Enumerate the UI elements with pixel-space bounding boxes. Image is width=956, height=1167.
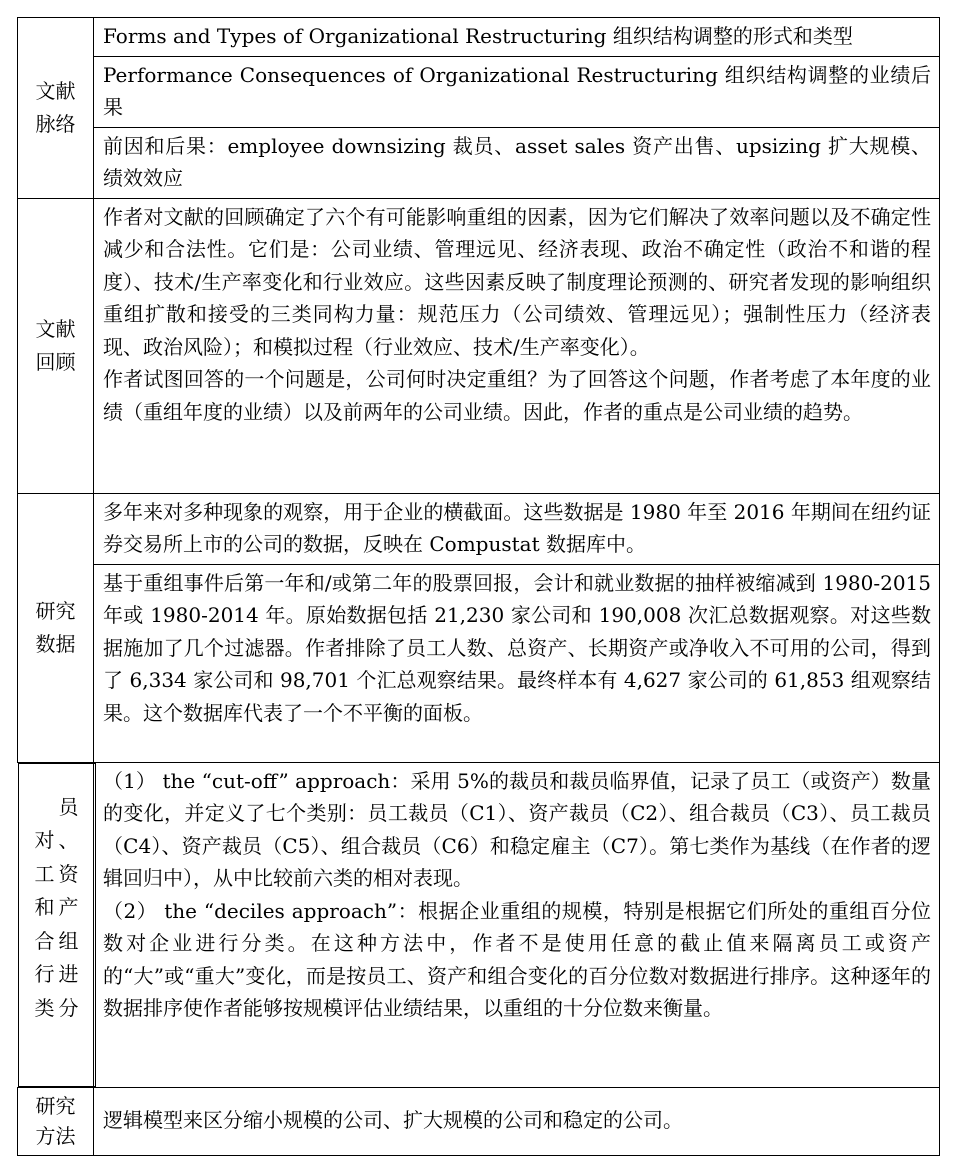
row-research-method [18,1087,940,1155]
research-data-item-1-text: 多年来对多种现象的观察，用于企业的横截面。这些数据是 1980 年至 2016 年期间在纽约证券交易所上市的公司的数据，反映在 Compustat 数据库中。 [103,499,931,556]
label-literature-context [18,18,94,199]
label-char: 类 [34,995,55,1020]
label-classification-col2 [57,791,81,1026]
label-research-data-line2: 数据 [35,631,76,656]
label-literature-review-line1: 文献 [35,316,76,341]
literature-context-item-3 [94,127,940,198]
row-classification [18,762,940,1087]
research-data-item-1 [94,493,940,564]
label-char: 和 [34,895,55,919]
summary-table [17,17,940,1156]
literature-context-item-2-text: Performance Consequences of Organizational Restructuring 组织结构调整的业绩后果 [103,62,931,119]
classification-paragraph-1: （1） the “cut-off” approach：采用 5%的裁员和裁员临界值，记录了员工（或资产）数量的变化，并定义了七个类别：员工裁员（C1）、资产裁员（C2）、组合裁员（C3）、员工裁员（C4）、资产裁员（C5）、组合裁员（C6）和稳定雇主（C7）。第七类作为基线（在作者的逻辑回归中），从中比较前六类的相对表现。 [103,768,931,890]
row-literature-review [18,198,940,493]
label-literature-review-line2: 回顾 [35,349,76,374]
label-research-data [18,493,94,762]
label-char: 分 [58,995,79,1020]
label-char: 工 [34,861,55,886]
classification-content [94,762,940,1087]
row-literature-context-3 [18,127,940,198]
literature-review-paragraph-2: 作者试图回答的一个问题是，公司何时决定重组？为了回答这个问题，作者考虑了本年度的业绩（重组年度的业绩）以及前两年的公司业绩。因此，作者的重点是公司业绩的趋势。 [103,367,931,424]
label-research-method [18,1087,94,1155]
label-classification-col1 [33,824,57,1025]
label-classification [18,763,96,1087]
label-char: 、 [58,828,79,853]
label-literature-review [18,198,94,493]
literature-context-item-3-text: 前因和后果：employee downsizing 裁员、asset sales 资产出售、upsizing 扩大规模、绩效效应 [103,133,931,190]
row-research-data-1 [18,493,940,564]
research-method-content [94,1087,940,1155]
research-method-text: 逻辑模型来区分缩小规模的公司、扩大规模的公司和稳定的公司。 [103,1108,683,1133]
label-char: 进 [58,962,79,987]
label-research-method-line1: 研究 [35,1094,76,1118]
classification-paragraph-2: （2） the “deciles approach”：根据企业重组的规模，特别是根据它们所处的重组百分位数对企业进行分类。在这种方法中，作者不是使用任意的截止值来隔离员工或资产的“大”或“重大”变化，而是按员工、资产和组合变化的百分位数对数据进行排序。这种逐年的数据排序使作者能够按规模评估业绩结果，以重组的十分位数来衡量。 [103,898,931,1020]
literature-context-item-2 [94,56,940,127]
label-literature-context-line2: 脉络 [35,111,76,136]
literature-review-content [94,198,940,493]
literature-context-item-1 [94,18,940,57]
label-char: 对 [34,828,55,852]
label-char: 资 [58,861,79,886]
label-literature-context-line1: 文献 [35,78,76,103]
label-research-method-line2: 方法 [35,1124,76,1148]
literature-context-item-1-text: Forms and Types of Organizational Restructuring 组织结构调整的形式和类型 [103,24,853,48]
row-literature-context-2 [18,56,940,127]
label-char: 产 [58,895,79,920]
literature-review-paragraph-1: 作者对文献的回顾确定了六个有可能影响重组的因素，因为它们解决了效率问题以及不确定性减少和合法性。它们是：公司业绩、管理远见、经济表现、政治不确定性（政治不和谐的程度）、技术/生产率变化和行业效应。这些因素反映了制度理论预测的、研究者发现的影响组织重组扩散和接受的三类同构力量：规范压力（公司绩效、管理远见）；强制性压力（经济表现、政治风险）；和模拟过程（行业效应、技术/生产率变化）。 [103,204,931,359]
row-research-data-2 [18,564,940,762]
label-char: 员 [58,794,79,819]
research-data-item-2 [94,564,940,762]
label-char: 组 [58,928,79,953]
research-data-item-2-text: 基于重组事件后第一年和/或第二年的股票回报，会计和就业数据的抽样被缩减到 1980-2015 年或 1980-2014 年。原始数据包括 21,230 家公司和 190,008 次汇总数据观察。对这些数据施加了几个过滤器。作者排除了员工人数、总资产、长期资产或净收入不可用的公司，得到了 6,334 家公司和 98,701 个汇总观察结果。最终样本有 4,627 家公司的 61,853 组观察结果。这个数据库代表了一个不平衡的面板。 [103,570,931,725]
row-literature-context-1 [18,18,940,57]
label-research-data-line1: 研究 [35,598,76,623]
label-char: 合 [34,928,55,953]
label-char: 行 [34,962,55,986]
